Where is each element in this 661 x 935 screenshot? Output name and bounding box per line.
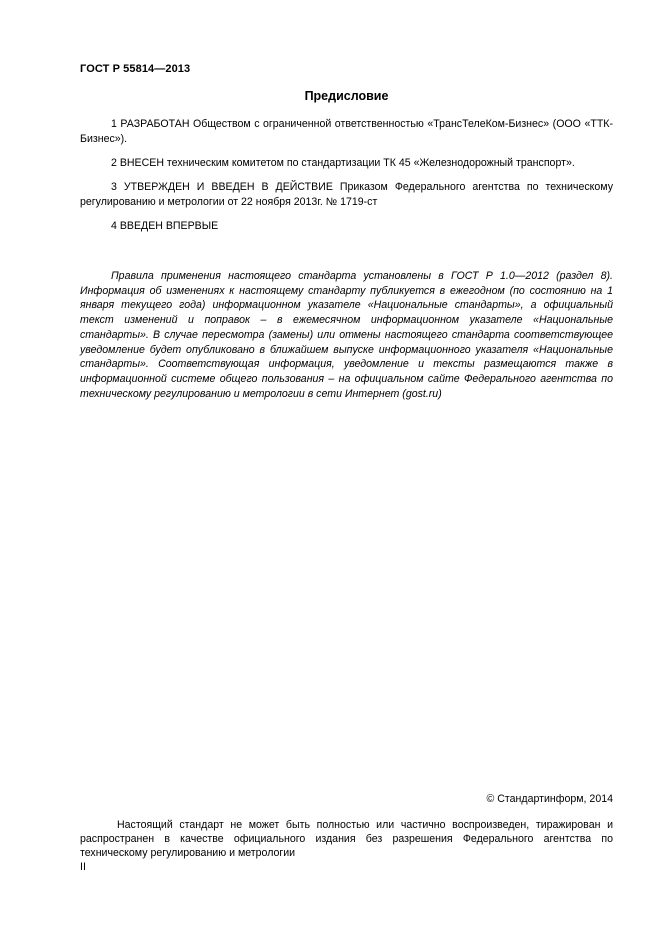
application-rules-notice: Правила применения настоящего стандарта установлены в ГОСТ Р 1.0—2012 (раздел 8). Информация об изменениях к настоящему стандарту публикуется в ежегодном (по состоянию на 1 января текущего года) информационном указателе «Национальные стандарты», а официальный текст изменений и поправок – в ежемесячном информационном указателе «Национальные стандарты». В случае пересмотра (замены) или отмены настоящего стандарта соответствующее уведомление будет опубликовано в ближайшем выпуске информационного указателя «Национальные стандарты». Соответствующая информация, уведомление и тексты размещаются также в информационной системе общего пользования – на официальном сайте Федерального агентства по техническому регулированию и метрологии в сети Интернет (gost.ru) <box>80 270 613 400</box>
preface-item-first-introduced: 4 ВВЕДЕН ВПЕРВЫЕ <box>111 220 219 232</box>
preface-item-approved: 3 УТВЕРЖДЕН И ВВЕДЕН В ДЕЙСТВИЕ Приказом Федерального агентства по техническому регулированию и метрологии от 22 ноября 2013г. № 1719-ст <box>80 181 613 208</box>
page-number: II <box>80 861 86 873</box>
preface-item-developed: 1 РАЗРАБОТАН Обществом с ограниченной ответственностью «ТрансТелеКом-Бизнес» (ООО «ТТК-Бизнес»). <box>80 118 613 145</box>
reproduction-restriction-notice: Настоящий стандарт не может быть полностью или частично воспроизведен, тиражирован и распространен в качестве официального издания без разрешения Федерального агентства по техническому регулированию и метрологии <box>80 819 613 859</box>
page-title: Предисловие <box>304 89 389 103</box>
preface-item-introduced: 2 ВНЕСЕН техническим комитетом по стандартизации ТК 45 «Железнодорожный транспорт». <box>111 157 575 169</box>
copyright-line: © Стандартинформ, 2014 <box>486 793 613 805</box>
standard-code: ГОСТ Р 55814—2013 <box>80 63 191 75</box>
